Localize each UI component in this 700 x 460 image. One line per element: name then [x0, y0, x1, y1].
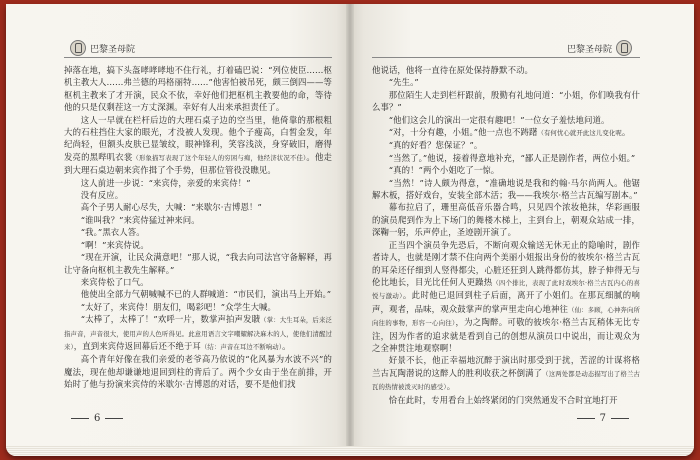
paragraph	[64, 288, 332, 300]
right-page	[350, 4, 694, 446]
paragraph-text: 。他走到大理石桌边朝来宾作揖了个手势，但那位管役没瞧见。	[64, 151, 332, 176]
paragraph-text: “他们这会儿的演出一定很有趣吧！”一位女子羞怯地问道。	[388, 114, 610, 125]
paragraph-text: “现在开演，让民众满意吧！”那人说，“我去向司法宫守备解释，再让守备向枢机主教先生解释。”	[64, 252, 332, 275]
page-number-value: 7	[599, 413, 606, 424]
annotation-note: （形象描写表现了这个年轻人的穷困与痴，他经济状况不佳）	[132, 153, 307, 162]
paragraph-text: 来宾侍松了口气。	[80, 276, 149, 287]
paragraph	[372, 394, 640, 406]
paragraph	[372, 354, 640, 393]
annotation-note: （这两处都是动态描写出了格兰古瓦的热情被泼灭时的感受）	[372, 369, 641, 392]
paragraph	[64, 301, 332, 313]
paragraph-text: 那位陌生人走到栏杆跟前，殷勤有礼地问道：“小姐，你们唤我有什么事？”	[372, 89, 640, 113]
paragraph-text: 他使出全部力气朝喊喊不已的人群喊道：“市民们，演出马上开始。”	[80, 289, 332, 300]
annotation-note: （结：声音在耳边不断响动）	[200, 342, 283, 351]
paragraph	[372, 76, 640, 88]
paragraph-text: ，为之陶醉。可敬的彼埃尔·格兰古瓦稍体无比专注，因为作者的追求就是看到自己的创想从演员口中说出，而让观众为之全神贯注地观察啊！	[372, 317, 640, 353]
paragraph	[372, 239, 640, 355]
page-header	[66, 40, 135, 56]
paragraph-text: “啊！”来宾侍说。	[80, 239, 149, 250]
paragraph-text: 恰在此时，专用看台上始终紧闭的门突然通发不合时宜地打开	[388, 394, 618, 405]
annotation-note: （四个排比，表现了此时戏埃尔·格兰古瓦内心的喜悦与激动）	[372, 278, 640, 301]
paragraph-text: 正当四个演员争先恐后，不断向观众输送无休无止的隐喻时，剧作者诗人，也就是刚才禁不住向两个美丽小姐报出身份的彼埃尔·格兰古瓦的耳朵还仔细到人竖得都尖，心脏还狂到人跳得都仿其，脖子伸得无与伦比地长，目光比任何人更躁热	[372, 239, 640, 287]
paragraph-text: 高个青年好像在我们亲爱的老爷高乃依说的“化风暴为水波不兴”的魔法，现在他却谦谦地退回到柱的背后了。两个少女由于坐在前排，开始时了他与扮演来宾侍的米歇尔·吉博恩的对话，要不是他们找	[64, 354, 332, 390]
paragraph-text: “先生。”	[388, 77, 419, 88]
paragraph	[372, 64, 640, 76]
paragraph-text: 掉落在地，搞下头盔哮哮哮地不住行礼，打着磕巴说：“列位使臣……枢机主教大人……弗兰德的玛格丽特……”他害怕被吊死，颇三倒四——等枢机主教来了才开演，民众不依，幸好他们把枢机主教要他的命，等待他的只是仅剩茬这一方丈深渊。幸好有人出来承担责任了。	[64, 65, 332, 113]
paragraph-text: 幕布拉启了，珊里高低音乐器合鸣，只见四个浓妆艳抹，华彩画服的演员爬到作为上下场门的舞楼木梯上，主到台上，朝观众站成一排，深鞠一躬，乐声停止，圣迹剧开演了。	[372, 202, 640, 238]
paragraph-text: “我。”黑衣人答。	[80, 227, 145, 238]
header-rule	[64, 57, 332, 58]
paragraph	[372, 114, 640, 126]
paragraph	[372, 177, 640, 202]
paragraph	[64, 214, 332, 226]
paragraph-text: “太棒了，太棒了！”欢呼一片，数掌声拍声发聩	[80, 314, 261, 325]
paragraph-text: 。	[282, 340, 291, 351]
paragraph-text: ，直到来宾侍返回幕后还不绝于耳	[73, 340, 201, 351]
paragraph	[372, 152, 640, 164]
paragraph-text: 他说话，他将一直待在原处保持静默不动。	[372, 65, 534, 75]
header-title: 巴黎圣母院	[566, 44, 612, 55]
paragraph	[372, 201, 640, 238]
annotation-note: （有何忧心就开此这儿变化呢	[537, 129, 622, 138]
paragraph	[64, 64, 332, 114]
paragraph	[64, 114, 332, 177]
paragraph-text: 高个子男人耐心尽失，大喊：“来歇尔·吉博恩！”	[80, 202, 262, 213]
header-title: 巴黎圣母院	[90, 44, 136, 55]
paragraph-text: “对，十分有趣，小姐。”他一点也不踌躇	[388, 127, 538, 138]
paragraph	[64, 177, 332, 189]
body-text	[372, 64, 640, 406]
paragraph	[64, 353, 332, 390]
paragraph-text: 没有反应。	[80, 190, 124, 201]
paragraph-text: “谁叫我？”来宾侍猛过神来问。	[80, 214, 200, 225]
paragraph	[64, 226, 332, 238]
paragraph-text: 这人前进一步说：“来宾侍，亲爱的来宾侍！”	[80, 177, 251, 188]
page-number	[572, 413, 634, 424]
paragraph-text: 。	[446, 381, 456, 392]
paragraph-text: 。此时他已退回到柱子后面，离开了小姐们。在那瓦细腻的响声，观者，品味，观众鼓掌声的掌声里走向心地神往	[372, 290, 640, 314]
paragraph	[372, 126, 640, 139]
book-spine	[346, 4, 354, 446]
body-text	[64, 64, 332, 391]
open-book	[6, 4, 694, 456]
paragraph-text: 这人一早就在栏杆后边的大理石桌子边的空当里，他倚靠的那根粗大的石柱挡住大家的眼光，才没被人发现。他个子瘦高，白皙金发，年纪尚轻，但额头皮肤已显皱纹，眼神锋利，笑容浅淡，身穿破旧，磨得发亮的黑哔叽衣裳	[64, 114, 332, 162]
paragraph	[372, 164, 640, 176]
paragraph-text: “真的好看？您保证？”。	[388, 140, 483, 151]
paragraph-text: “真的！”两个小姐吃了一惊。	[388, 165, 500, 176]
left-page	[6, 4, 350, 446]
paragraph	[64, 313, 332, 353]
page-header	[567, 40, 636, 56]
mascot-icon	[70, 40, 86, 56]
paragraph	[64, 251, 332, 276]
paragraph	[372, 139, 640, 151]
mascot-icon	[616, 40, 632, 56]
paragraph-text: 好景不长，他正幸福地沉醉于演出时那受到于扰，苦涩的计谋将格兰古瓦陶潜说的这醉人的胜利收获之杯倒满了	[372, 355, 640, 378]
paragraph-text: “太好了，来宾侍！朋友们，喝彩吧！”众学生大喊。	[80, 301, 277, 312]
page-edges	[6, 446, 694, 456]
paragraph	[64, 201, 332, 213]
page-number	[66, 413, 128, 424]
paragraph-text: “当然了。”他说，接着得意地补充，“鄙人正是剧作者，两位小姐。”	[388, 152, 636, 163]
page-number-value: 6	[94, 413, 101, 424]
annotation-note: （掌：大生耳朵，后来泛指声音，声音很大，使用声的人色听得见。此意用语言文字嘲耀解决麻木的人，使他们清醒过来）	[64, 316, 332, 351]
paragraph	[64, 239, 332, 251]
paragraph-text: “当然！”诗人颇为得意，“准确地说是我和约翰·马尔尚两人。他锯解木板，搭好戏台，安装全部木活；我——我埃尔·格兰古瓦编写剧本。”	[372, 177, 640, 201]
header-rule	[372, 57, 640, 58]
paragraph-text: 。	[621, 127, 631, 138]
paragraph	[372, 89, 640, 114]
annotation-note: （仙：多顾，心神奔向所向往的事物，形容一心向往）	[372, 305, 640, 328]
paragraph	[64, 189, 332, 201]
paragraph	[64, 276, 332, 288]
